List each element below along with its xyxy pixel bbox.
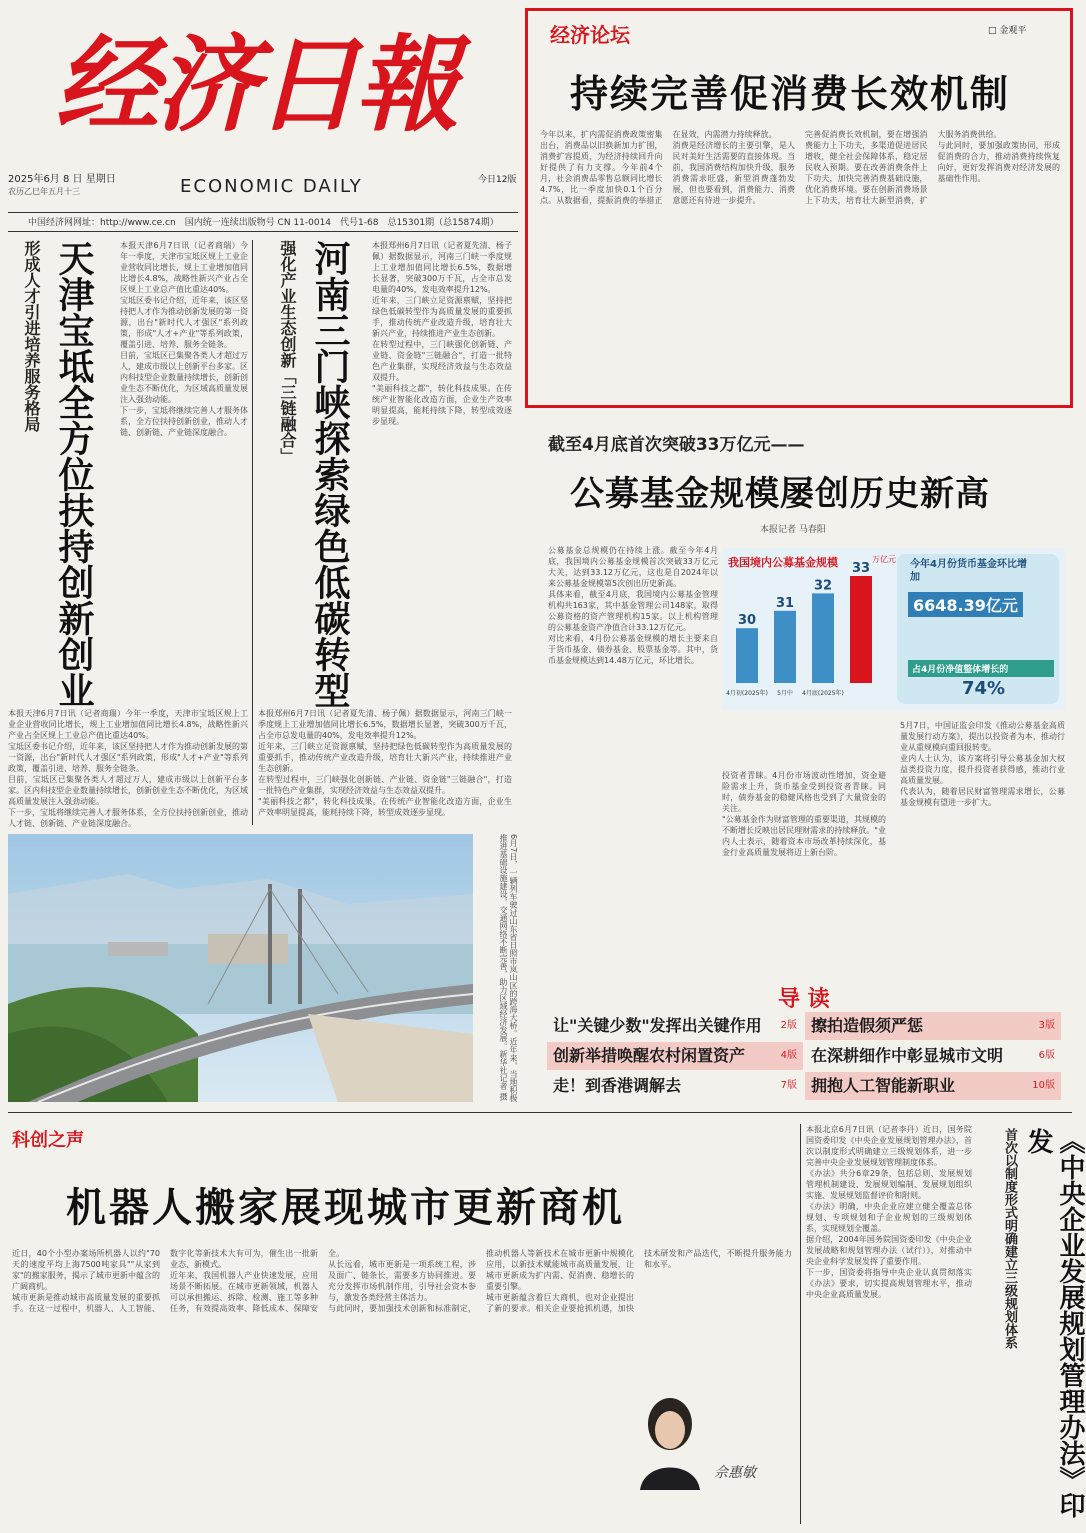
guide-item[interactable]: 在深耕细作中彰显城市文明 6版: [811, 1046, 1055, 1065]
photo-caption: 6月7日，一辆列车驶过山东省日照市岚山区的跨海大桥。近年来，当地积极推进基础设施建设，交通网络不断完善，助力区域经济发展。新华社记者 摄: [499, 834, 518, 1102]
forum-section-label: 经济论坛: [550, 23, 630, 47]
guide-item[interactable]: 走！到香港调解去 7版: [553, 1076, 797, 1095]
fund-body-1: 公募基金总规模仍在持续上涨。截至今年4月底，我国境内公募基金规模首次突破33万亿元大关，达到33.12万亿元，这也是自2024年以来公募基金规模第5次创出历史新高。 具体来看，截至4月底，我国境内公募基金管理机构共163家，其中基金管理公司148家，取得公募资格的资产管理机构15家。以上机构管理的公募基金资产净值合计33.12万亿元。 对比来看，4月份公募基金规模的增长主要来自于货币基金、债券基金、股票基金等。其中，货币基金规模达到14.48万亿元，环比增长。: [548, 546, 718, 665]
chart-bar: [736, 628, 758, 683]
forum-title: 持续完善促消费长效机制: [570, 72, 1011, 116]
today-pages: 今日12版: [478, 175, 517, 185]
col2-headline: 河南三门峡探索绿色低碳转型: [309, 240, 350, 708]
fund-body-3: 5月7日，中国证监会印发《推动公募基金高质量发展行动方案》，提出以投资者为本，推动行业从重规模向重回报转变。 业内人士认为，该方案将引导公募基金加大权益类投资力度，提升投资者获得感，推动行业高质量发展。 代表认为，随着居民财富管理需求增长，公募基金规模有望进一步扩大。: [900, 721, 1065, 807]
newspaper-masthead: 经济日報: [55, 23, 456, 146]
info-bar: 中国经济网网址：http://www.ce.cn 国内统一连续出版物号 CN 11-0014 代号1-68 总15301期（总15874期）: [8, 212, 518, 232]
col2-body-top: 本报郑州6月7日讯（记者夏先清、杨子佩）据数据显示，河南三门峡一季度规上工业增加值同比增长6.5%，数据增长显著，突破300万千瓦，占全市总发电量的40%，发电效率提升12%。 近年来，三门峡立足资源禀赋，坚持把绿色低碳转型作为高质量发展的重要抓手，推动传统产业改造升级，培育壮大新兴产业，持续推进产业生态创新。 在转型过程中，三门峡强化创新链、产业链、资金链"三链融合"，打造一批特色产业集群，实现经济效益与生态效益双提升。 "美丽科技之都"，转化科技成果。在传统产业智能化改造方面，企业生产效率明显提高，能耗持续下降，转型成效逐步显现。: [372, 241, 512, 426]
chart-bar-value: 30: [737, 613, 757, 629]
forum-body: 今年以来，扩内需促消费政策密集出台，消费品以旧换新加力扩围，消费扩容提质，为经济持续回升向好提供了有力支撑。今年前4个月，社会消费品零售总额同比增长4.7%，比一季度加快0.1个百分点。从数据看，提振消费的举措正在显效，内需潜力持续释放。 消费是经济增长的主要引擎，是人民对美好生活需要的直接体现。当前，我国消费结构加快升级，服务消费需求旺盛，新型消费蓬勃发展，但也要看到，消费能力、消费意愿还有待进一步提升。 完善促消费长效机制，要在增强消费能力上下功夫，多渠道促进居民增收，健全社会保障体系，稳定居民收入预期。要在改善消费条件上下功夫，加快完善消费基础设施，优化消费环境。要在创新消费场景上下功夫，培育壮大新型消费，扩大服务消费供给。 与此同时，要加强政策协同，形成促消费的合力，推动消费持续恢复向好，更好发挥消费对经济发展的基础性作用。: [540, 130, 1060, 205]
forum-box: [525, 8, 1073, 408]
forum-author: □ 金观平: [988, 26, 1027, 36]
fund-body-2: 投资者青睐。4月份市场波动性增加，资金避险需求上升，货币基金受到投资者青睐。同时，债券基金的稳健风格也受到了大量资金的关注。 "公募基金作为财富管理的重要渠道，其规模的不断增长反映出居民理财需求的持续释放。"业内人士表示，随着资本市场改革持续深化，基金行业高质量发展将迈上新台阶。: [722, 771, 886, 857]
soe-body: 本报北京6月7日讯（记者李丹）近日，国务院国资委印发《中央企业发展规划管理办法》，首次以制度形式明确建立三级规划体系，进一步完善中央企业发展规划管理制度体系。 《办法》共分6章29条，包括总则、发展规划管理机制建设、发展规划编制、发展规划组织实施、发展规划监督评价和附则。 《办法》明确，中央企业应建立健全覆盖总体规划、专项规划和子企业规划的三级规划体系，实现规划全覆盖。 据介绍，2004年国务院国资委印发《中央企业发展战略和规划管理办法（试行）》，对推动中央企业科学发展发挥了重要作用。 下一步，国资委将指导中央企业认真贯彻落实《办法》要求，切实提高规划管理水平，推动中央企业高质量发展。: [806, 1125, 972, 1299]
fund-title: 公募基金规模屡创历史新高: [570, 474, 990, 514]
guide-title: 导 读: [778, 987, 830, 1012]
col1-headline: 天津宝坻全方位扶持创新创业: [53, 240, 94, 708]
chart-title: 我国境内公募基金规模: [728, 556, 838, 569]
fund-kicker: 截至4月底首次突破33万亿元——: [548, 435, 805, 455]
chart-category-label: 4月初(2025年): [726, 690, 768, 697]
chart-category-label: 5月中: [777, 690, 793, 697]
col2-body-bottom: 本报郑州6月7日讯（记者夏先清、杨子佩）据数据显示，河南三门峡一季度规上工业增加值同比增长6.5%，数据增长显著，突破300万千瓦，占全市总发电量的40%，发电效率提升12%。 近年来，三门峡立足资源禀赋，坚持把绿色低碳转型作为高质量发展的重要抓手，推动传统产业改造升级，培育壮大新兴产业，持续推进产业生态创新。 在转型过程中，三门峡强化创新链、产业链、资金链"三链融合"，打造一批特色产业集群，实现经济效益与生态效益双提升。 "美丽科技之都"，转化科技成果。在传统产业智能化改造方面，企业生产效率明显提高，能耗持续下降，转型成效逐步显现。: [258, 709, 512, 817]
english-name: ECONOMIC DAILY: [180, 176, 363, 197]
robot-body: 近日，40个小型办案场所机器人以约"70天的速度平均上海7500吨家具""从家到家"的搬家服务，揭示了城市更新中蕴含的广阔商机。 城市更新是推动城市高质量发展的重要抓手。在这一过程中，机器人、人工智能、数字化等新技术大有可为，催生出一批新业态、新模式。 近年来，我国机器人产业快速发展，应用场景不断拓展。在城市更新领域，机器人可以承担搬运、拆除、检测、施工等多种任务，有效提高效率、降低成本、保障安全。 从长远看，城市更新是一项系统工程，涉及面广、链条长，需要多方协同推进。要充分发挥市场机制作用，引导社会资本参与，激发各类经营主体活力。 与此同时，要加强技术创新和标准制定，推动机器人等新技术在城市更新中规模化应用，以新技术赋能城市高质量发展，让城市更新成为扩内需、促消费、稳增长的重要引擎。 城市更新蕴含着巨大商机，也对企业提出了新的要求。相关企业要抢抓机遇，加快技术研发和产品迭代，不断提升服务能力和水平。: [12, 1249, 792, 1313]
guide-item[interactable]: 擦拍造假须严惩 3版: [805, 1012, 1061, 1040]
guide-item[interactable]: 让"关键少数"发挥出关键作用 2版: [553, 1016, 797, 1035]
col1-body-top: 本报天津6月7日讯（记者商瑞）今年一季度，天津市宝坻区规上工业企业营收同比增长，规上工业增加值同比增长4.8%，战略性新兴产业占全区规上工业总产值比重达40%。 宝坻区委书记介绍，近年来，该区坚持把人才作为推动创新发展的第一资源，出台"新时代人才强区"系列政策，形成"人才+产业"等系列政策，覆盖引进、培养、服务全链条。 目前，宝坻区已集聚各类人才超过万人，建成市级以上创新平台多家。区内科技型企业数量持续增长，创新创业生态不断优化，为区域高质量发展注入强劲动能。 下一步，宝坻将继续完善人才服务体系，全方位扶持创新创业，推动人才链、创新链、产业链深度融合。: [120, 241, 248, 437]
date-line: 2025年6月 8 日 星期日: [8, 174, 116, 185]
chart-bar: [850, 576, 872, 683]
col1-body-bottom: 本报天津6月7日讯（记者商瑞）今年一季度，天津市宝坻区规上工业企业营收同比增长，规上工业增加值同比增长4.8%，战略性新兴产业占全区规上工业总产值比重达40%。 宝坻区委书记介绍，近年来，该区坚持把人才作为推动创新发展的第一资源，出台"新时代人才强区"系列政策，形成"人才+产业"等系列政策，覆盖引进、培养、服务全链条。 目前，宝坻区已集聚各类人才超过万人，建成市级以上创新平台多家。区内科技型企业数量持续增长，创新创业生态不断优化，为区域高质量发展注入强劲动能。 下一步，宝坻将继续完善人才服务体系，全方位扶持创新创业，推动人才链、创新链、产业链深度融合。: [8, 709, 248, 828]
chart-category-label: 4月底(2025年): [802, 690, 844, 697]
chart-bar-value: 32: [813, 578, 833, 594]
chart-share-value: 74%: [962, 678, 1006, 699]
chart-bar-value: 31: [775, 595, 795, 611]
guide-item[interactable]: 拥抱人工智能新职业 10版: [805, 1072, 1061, 1100]
chart-badge: 今年4月份货币基金环比增加: [910, 559, 1027, 583]
chart-share-label: 占4月份净值整体增长的: [908, 660, 1054, 677]
bridge-photo: [8, 834, 473, 1102]
chart-unit: 万亿元: [872, 555, 896, 564]
fund-chart: [722, 548, 1065, 710]
chart-bar: [774, 611, 796, 683]
lunar-date: 农历乙巳年五月十三: [8, 187, 80, 196]
guide-item[interactable]: 创新举措唤醒农村闲置资产 4版: [547, 1042, 803, 1070]
col1-subhead: 形成人才引进培养服务格局: [22, 240, 41, 432]
author-signature: 佘惠敏: [714, 1465, 756, 1481]
chart-bar-value: 33: [851, 561, 871, 576]
chart-badge-value: 6648.39亿元: [908, 592, 1023, 617]
soe-subtitle: 首次以制度形式明确建立三级规划体系: [1002, 1128, 1017, 1349]
fund-byline: 本报记者 马春阳: [760, 525, 826, 535]
soe-title: 《中央企业发展规划管理办法》印发: [1023, 1128, 1085, 1518]
col2-subhead: 强化产业生态创新「三链融合」: [278, 240, 297, 464]
author-portrait: [630, 1390, 710, 1490]
robot-section-label: 科创之声: [12, 1130, 84, 1151]
robot-title: 机器人搬家展现城市更新商机: [66, 1185, 625, 1231]
chart-bar: [812, 593, 834, 683]
